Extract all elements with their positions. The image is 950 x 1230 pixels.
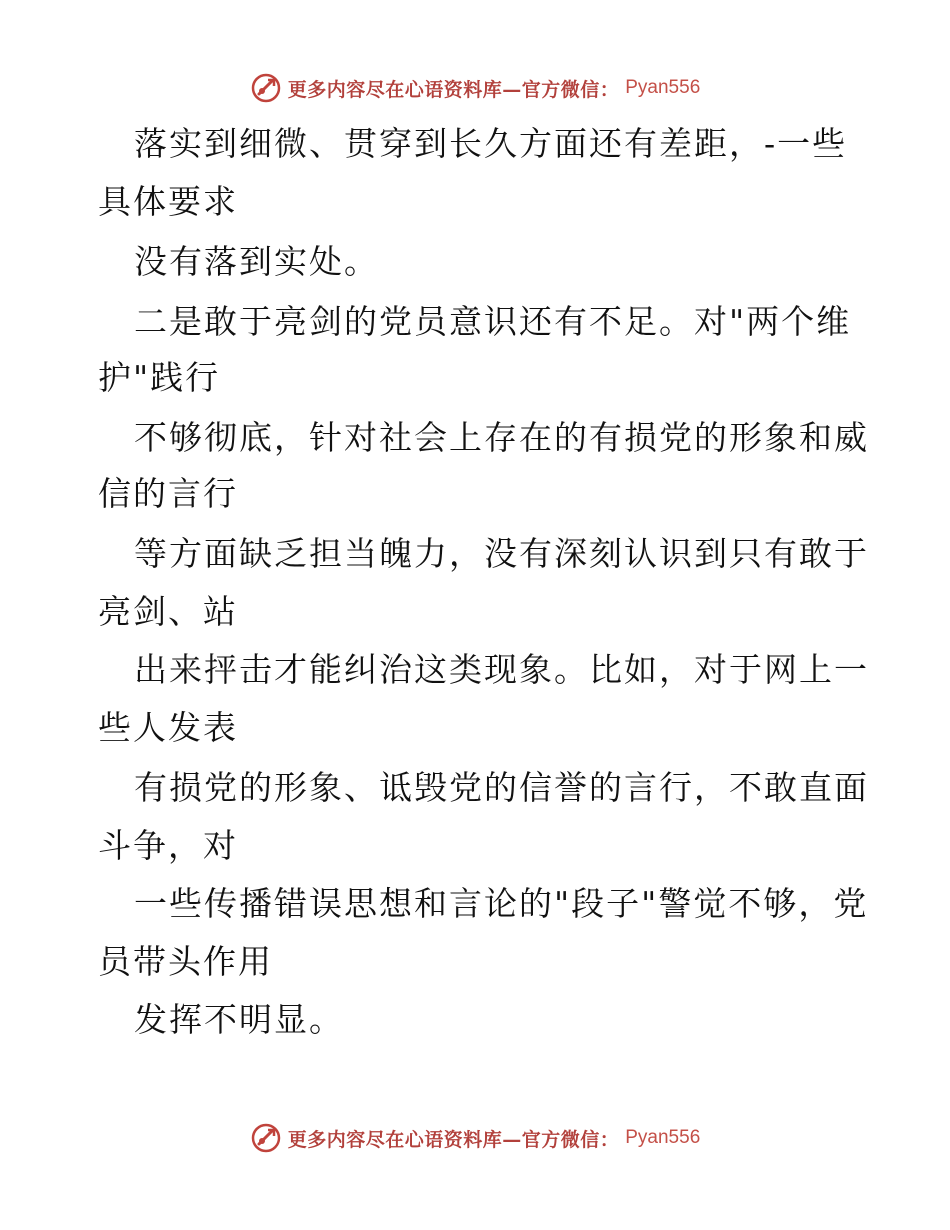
body-line: 二是敢于亮剑的党员意识还有不足。对"两个维 bbox=[134, 302, 852, 341]
body-line: 等方面缺乏担当魄力，没有深刻认识到只有敢于 bbox=[134, 534, 869, 573]
body-line: 有损党的形象、诋毁党的信誉的言行，不敢直面 bbox=[134, 768, 869, 807]
footer-banner bbox=[0, 1122, 950, 1154]
header-banner bbox=[0, 72, 950, 104]
body-line: 员带头作用 bbox=[98, 942, 273, 981]
body-line: 发挥不明显。 bbox=[134, 1000, 344, 1039]
body-line: 具体要求 bbox=[98, 182, 238, 221]
body-line: 些人发表 bbox=[98, 708, 238, 747]
body-line: 落实到细微、贯穿到长久方面还有差距，-一些 bbox=[134, 124, 848, 163]
header-banner-text: 更多内容尽在心语资料库—官方微信： bbox=[287, 78, 620, 101]
body-line: 斗争，对 bbox=[98, 826, 238, 865]
brand-logo-icon bbox=[250, 1122, 282, 1154]
body-line: 没有落到实处。 bbox=[134, 242, 379, 281]
footer-wechat-id: Pyan556 bbox=[625, 1127, 701, 1148]
footer-banner-text: 更多内容尽在心语资料库—官方微信： bbox=[287, 1128, 620, 1151]
body-line: 出来抨击才能纠治这类现象。比如，对于网上一 bbox=[134, 650, 869, 689]
body-line: 不够彻底，针对社会上存在的有损党的形象和威 bbox=[134, 418, 869, 457]
body-line: 一些传播错误思想和言论的"段子"警觉不够，党 bbox=[134, 884, 869, 923]
body-line: 亮剑、站 bbox=[98, 592, 238, 631]
header-wechat-id: Pyan556 bbox=[625, 77, 701, 98]
body-line: 护"践行 bbox=[98, 358, 221, 397]
body-line: 信的言行 bbox=[98, 474, 238, 513]
brand-logo-icon bbox=[250, 72, 282, 104]
